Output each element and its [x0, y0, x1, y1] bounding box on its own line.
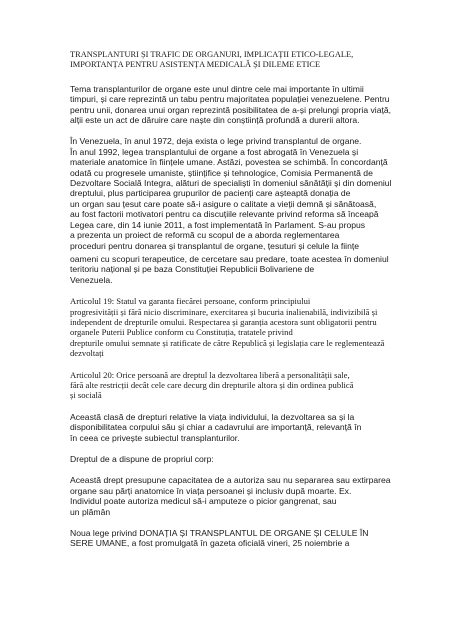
paragraph-line: timpuri, și care reprezintă un tabu pentru majoritatea populației venezuelene. Pentru [70, 94, 390, 105]
paragraph-line: și socială [70, 390, 102, 401]
paragraph-line: independent de drepturile omului. Respectarea și garanția acestora sunt obligatorii pentru [70, 316, 377, 327]
paragraph-line: organe sau părți anatomice în viața persoanei și inclusiv după moarte. Ex. [70, 485, 352, 496]
title-line-1: TRANSPLANTURI ȘI TRAFIC DE ORGANURI, IMPLICAȚII ETICO-LEGALE, [70, 50, 354, 59]
paragraph-line: organele Puterii Publice conform cu Constituția, tratatele privind [70, 327, 293, 338]
document-content [70, 50, 420, 560]
paragraph-line: proceduri pentru donarea și transplantul de organe, țesuturi și celule la ființe [70, 240, 360, 251]
paragraph [70, 370, 420, 401]
paragraph [70, 475, 420, 517]
paragraph [70, 296, 420, 358]
paragraph-line: Legea care, din 14 iunie 2011, a fost implementată în Parlament. S-au propus [70, 219, 366, 230]
paragraph [70, 528, 420, 549]
paragraph-line: dezvoltați [70, 348, 104, 359]
paragraph-line: Articolul 20: Orice persoană are dreptul la dezvoltarea liberă a personalității sale, [70, 369, 350, 380]
paragraph-line: În anul 1992, legea transplantului de organe a fost abrogată în Venezuela și [70, 146, 359, 157]
paragraph-line: Această clasă de drepturi relative la viața individului, la dezvoltarea sa și la [70, 411, 355, 422]
paragraph-line: Dezvoltare Socială Integra, alături de specialiști în domeniul sănătății și din domeniul [70, 178, 392, 189]
paragraph [70, 136, 420, 250]
paragraph-line: În Venezuela, în anul 1972, deja exista o lege privind transplantul de organe. [70, 136, 362, 147]
paragraph-line: au fost factorii motivatori pentru ca discuțiile relevante privind reforma să înceapă [70, 209, 379, 220]
paragraph-line: a prezenta un proiect de reformă cu scopul de a aborda reglementarea [70, 230, 340, 241]
paragraph-line: fără alte restricții decât cele care decurg din drepturile altora și din ordinea publică [70, 379, 354, 390]
paragraph-line: alții este un act de dăruire care naște din conștiință profundă a durerii altora. [70, 115, 360, 126]
paragraph-line: materiale anatomice în ființele umane. Astăzi, povestea se schimbă. În concordanță [70, 157, 388, 168]
paragraph-line: drepturile omului semnate și ratificate de către Republică și legislația care le reglementează [70, 337, 385, 348]
paragraph-line: un plămân [70, 506, 111, 517]
document-body [70, 84, 420, 549]
paragraph-line: pentru unii, donarea unui organ reprezintă posibilitatea de a-și prelungi propria viață, [70, 104, 392, 115]
paragraph-line: progresivității și fără nicio discriminare, exercitarea și bucuria inalienabilă, indivizibilă și [70, 306, 378, 317]
paragraph-line: Articolul 19: Statul va garanta fiecărei persoane, conform principiului [70, 296, 311, 307]
paragraph [70, 454, 420, 464]
paragraph-line: teritoriu național și pe baza Constituției Republicii Bolivariene de [70, 264, 315, 275]
paragraph-line: odată cu progresele umaniste, științifice și tehnologice, Comisia Permanentă de [70, 167, 373, 178]
paragraph-line: Dreptul de a dispune de propriul corp: [70, 454, 214, 464]
paragraph-line: SERE UMANE, a fost promulgată în gazeta oficială vineri, 25 noiembrie a [70, 538, 350, 549]
paragraph [70, 412, 420, 443]
paragraph-line: dreptului, plus participarea grupurilor de pacienți care așteaptă donația de [70, 188, 351, 199]
paragraph-line: în ceea ce privește subiectul transplanturilor. [70, 432, 240, 443]
paragraph-line: oameni cu scopuri terapeutice, de cercetare sau predare, toate acestea în domeniul [70, 253, 389, 264]
paragraph-line: Această drept presupune capacitatea de a autoriza sau nu separarea sau extirparea [70, 475, 391, 486]
paragraph-line: Tema transplanturilor de organe este unul dintre cele mai importante în ultimii [70, 83, 364, 94]
document-title [70, 50, 420, 71]
paragraph-line: Individul poate autoriza medicul să-i amputeze o picior gangrenat, sau [70, 496, 337, 507]
paragraph [70, 84, 420, 126]
paragraph-line: Venezuela. [70, 274, 113, 285]
paragraph [70, 254, 420, 285]
paragraph-line: un organ sau țesut care poate să-i asigure o calitate a vieții demnă și sănătoasă, [70, 198, 377, 209]
paragraph-line: Noua lege privind DONAȚIA ȘI TRANSPLANTUL DE ORGANE ȘI CELULE ÎN [70, 528, 369, 539]
paragraph-line: disponibilitatea corpului său și chiar a cadavrului are importanță, relevanță în [70, 422, 362, 433]
title-line-2: IMPORTANȚA PENTRU ASISTENȚA MEDICALĂ ȘI DILEME ETICE [70, 60, 321, 70]
